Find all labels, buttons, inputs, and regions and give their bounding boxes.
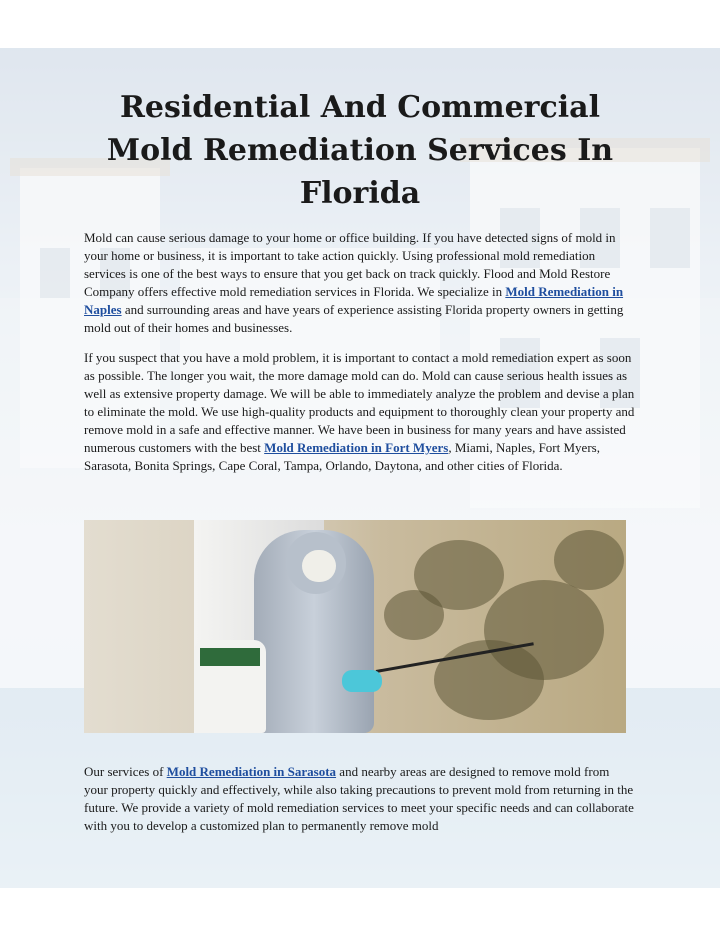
paragraph-text: Our services of [84,764,167,779]
link-mold-remediation-naples[interactable]: Mold Remediation in Naples [84,284,624,317]
paragraph-text: Mold can cause serious damage to your home or office building. If you have detected signs of mold in your home or business, it is important to take action quickly. Using professional mold remediation services is one of the best ways to ensure that you get back on track quickly. Flood and Mold Restore Company offers effective mold remediation services in Florida. We specialize in [84,230,616,299]
page-title [80,86,640,215]
photo-glove [342,670,382,692]
photo-face-mask [302,550,336,582]
title-line-2: Mold Remediation Services In [106,133,614,168]
link-mold-remediation-sarasota[interactable]: Mold Remediation in Sarasota [166,764,337,779]
photo-mold-patch [384,590,444,640]
paragraph-text: and surrounding areas and have years of experience assisting Florida property owners in getting mold out of their homes and businesses. [84,302,624,335]
link-mold-remediation-fort-myers[interactable]: Mold Remediation in Fort Myers [264,440,449,455]
paragraph-text: , Miami, Naples, Fort Myers, Sarasota, Bonita Springs, Cape Coral, Tampa, Orlando, Daytona, and other cities of Florida. [84,440,600,473]
paragraph-intro [84,229,636,337]
paragraph-services [84,763,636,835]
paragraph-problem [84,349,636,475]
photo-sprayer-top [200,648,260,666]
title-line-3: Florida [299,176,421,211]
paragraph-text: and nearby areas are designed to remove mold from your property quickly and effectively, while also taking precautions to prevent mold from returning in the future. We provide a variety of mold remediation services to meet your specific needs and can collaborate with you to develop a customized plan to permanently remove mold [84,764,634,833]
paragraph-text: If you suspect that you have a mold problem, it is important to contact a mold remediation expert as soon as possible. The longer you wait, the more damage mold can do. Mold can cause serious health issues as well as extensive property damage. We will be able to immediately analyze the problem and devise a plan to eliminate the mold. We use high-quality products and equipment to thoroughly clean your property and remove mold in a safe and effective manner. We have been in business for many years and have assisted numerous customers with the best [84,350,635,455]
photo-mold-patch [554,530,624,590]
title-line-1: Residential And Commercial [120,90,600,125]
mold-remediation-worker-photo [84,520,626,733]
